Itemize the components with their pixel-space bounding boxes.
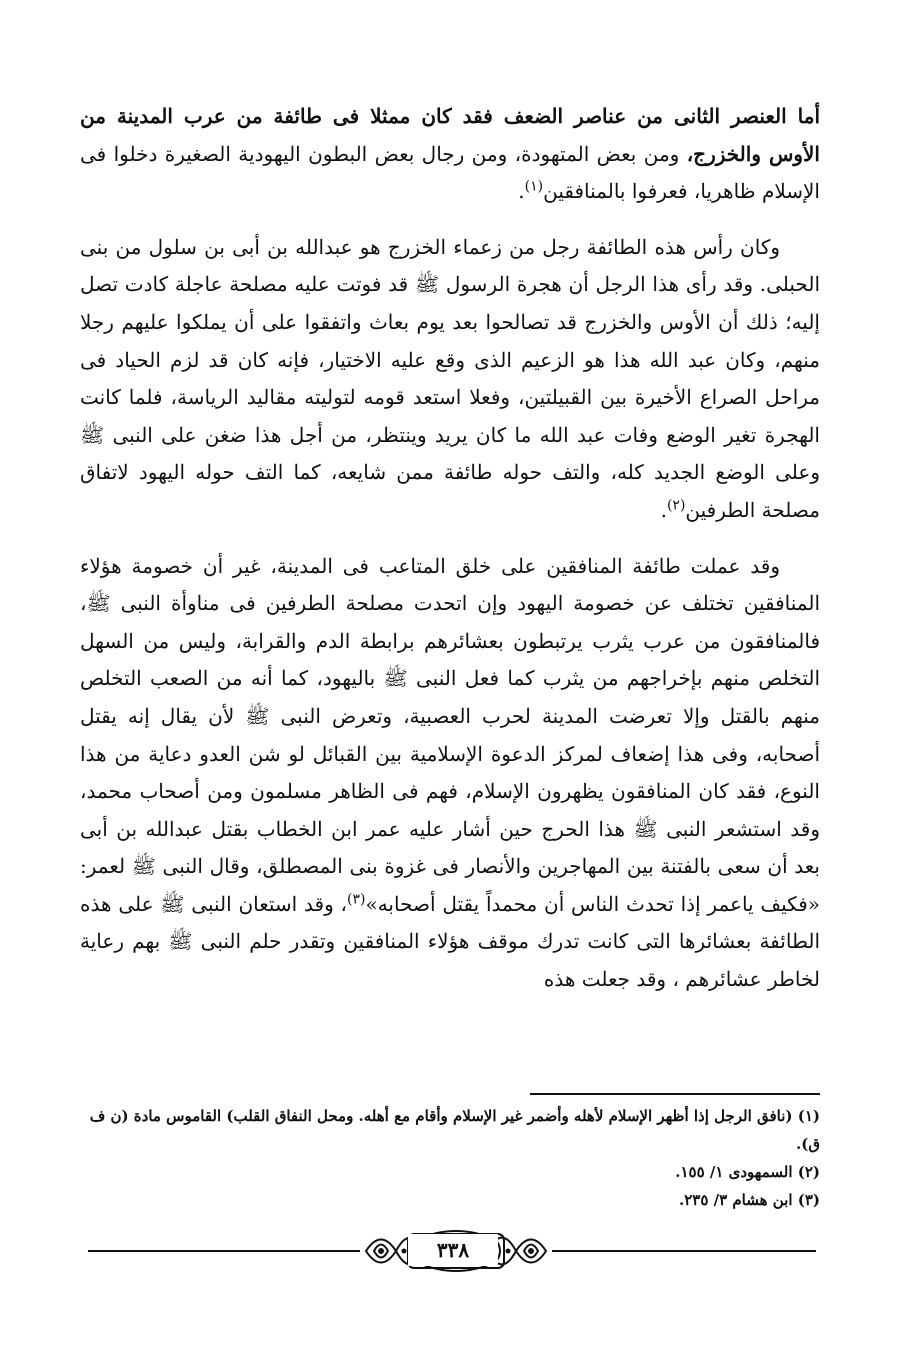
page-number: ٣٣٨ xyxy=(408,1234,498,1266)
page-body xyxy=(80,98,820,1017)
footnote-ref-2: (٢) xyxy=(666,497,686,514)
footnote-ref-3: (٣) xyxy=(347,891,366,908)
paragraph-1-lead: أما العنصر الثانى من عناصر الضعف فقد كان ممثلا فى طائفة من عرب المدينة من الأوس والخزرج، xyxy=(80,104,820,166)
footnotes xyxy=(80,1102,820,1214)
footnote-ref-1: (١) xyxy=(524,178,544,195)
paragraph-3 xyxy=(80,548,820,999)
footnote-3: (٣) ابن هشام ٣/ ٢٣٥. xyxy=(678,1191,820,1209)
paragraph-1-end: . xyxy=(518,179,525,204)
paragraph-1-text: ومن بعض المتهودة، ومن رجال بعض البطون اليهودية الصغيرة دخلوا فى الإسلام ظاهريا، فعرفوا بالمنافقين xyxy=(80,141,820,204)
paragraph-2-end: . xyxy=(660,497,667,522)
footnote-1: (١) (نافق الرجل إذا أظهر الإسلام لأهله وأضمر غير الإسلام وأقام مع أهله. ومحل النفاق القلب) القاموس مادة (ن ف ق). xyxy=(89,1107,820,1153)
bottom-rule-right xyxy=(552,1250,816,1252)
paragraph-2 xyxy=(80,229,820,530)
footnote-2: (٢) السمهودى ١/ ١٥٥. xyxy=(675,1163,820,1181)
bottom-rule-left xyxy=(88,1250,360,1252)
paragraph-1 xyxy=(80,98,820,211)
paragraph-2-text: وكان رأس هذه الطائفة رجل من زعماء الخزرج هو عبدالله بن أبى بن سلول من بنى الحبلى. وقد رأى هذا الرجل أن هجرة الرسول ﷺ قد فوتت عليه مصلحة عاجلة كادت تصل إليه؛ ذلك أن الأوس والخزرج قد تصالحوا بعد يوم بعاث واتفقوا على أن يملكوا عليهم رجلا منهم، وكان عبد الله هذا هو الزعيم الذى وقع عليه الاختيار، فإنه كان قد لزم الحياد فى مراحل الصراع الأخيرة بين القبيلتين، وفعلا استعد قومه لتوليته مقاليد الرياسة، فلما كانت الهجرة تغير الوضع وفات عبد الله ما كان يريد وينتظر، من أجل هذا ضغن على النبى ﷺ وعلى الوضع الجديد كله، والتف حوله طائفة ممن شايعه، كما التف حوله اليهود لاتفاق مصلحة الطرفين xyxy=(80,234,820,522)
footnote-separator xyxy=(530,1093,820,1095)
paragraph-3-end: ، وقد استعان النبى ﷺ على هذه الطائفة بعشائرها التى كانت تدرك موقف هؤلاء المنافقين وتقدر حلم النبى ﷺ بهم رعاية لخاطر عشائرهم ، وقد جعلت هذه xyxy=(80,891,820,992)
paragraph-3-text: وقد عملت طائفة المنافقين على خلق المتاعب فى المدينة، غير أن خصومة هؤلاء المنافقين تختلف عن خصومة اليهود وإن اتحدت مصلحة الطرفين فى مناوأة النبى ﷺ، فالمنافقون من عرب يثرب يرتبطون بعشائرهم برابطة الدم والقرابة، وليس من السهل التخلص منهم بإخراجهم من يثرب كما فعل النبى ﷺ باليهود، كما أنه من الصعب التخلص منهم بالقتل وإلا تعرضت المدينة لحرب العصبية، وتعرض النبى ﷺ لأن يقال إنه يقتل أصحابه، وفى هذا إضعاف لمركز الدعوة الإسلامية بين القبائل لو شن العدو دعاية من هذا النوع، فقد كان المنافقون يظهرون الإسلام، فهم فى الظاهر مسلمون ومن أصحاب محمد، وقد استشعر النبى ﷺ هذا الحرج حين أشار عليه عمر ابن الخطاب بقتل عبدالله بن أبى بعد أن سعى بالفتنة بين المهاجرين والأنصار فى غزوة بنى المصطلق، وقال النبى ﷺ لعمر: «فكيف ياعمر إذا تحدث الناس أن محمداً يقتل أصحابه» xyxy=(80,553,820,916)
